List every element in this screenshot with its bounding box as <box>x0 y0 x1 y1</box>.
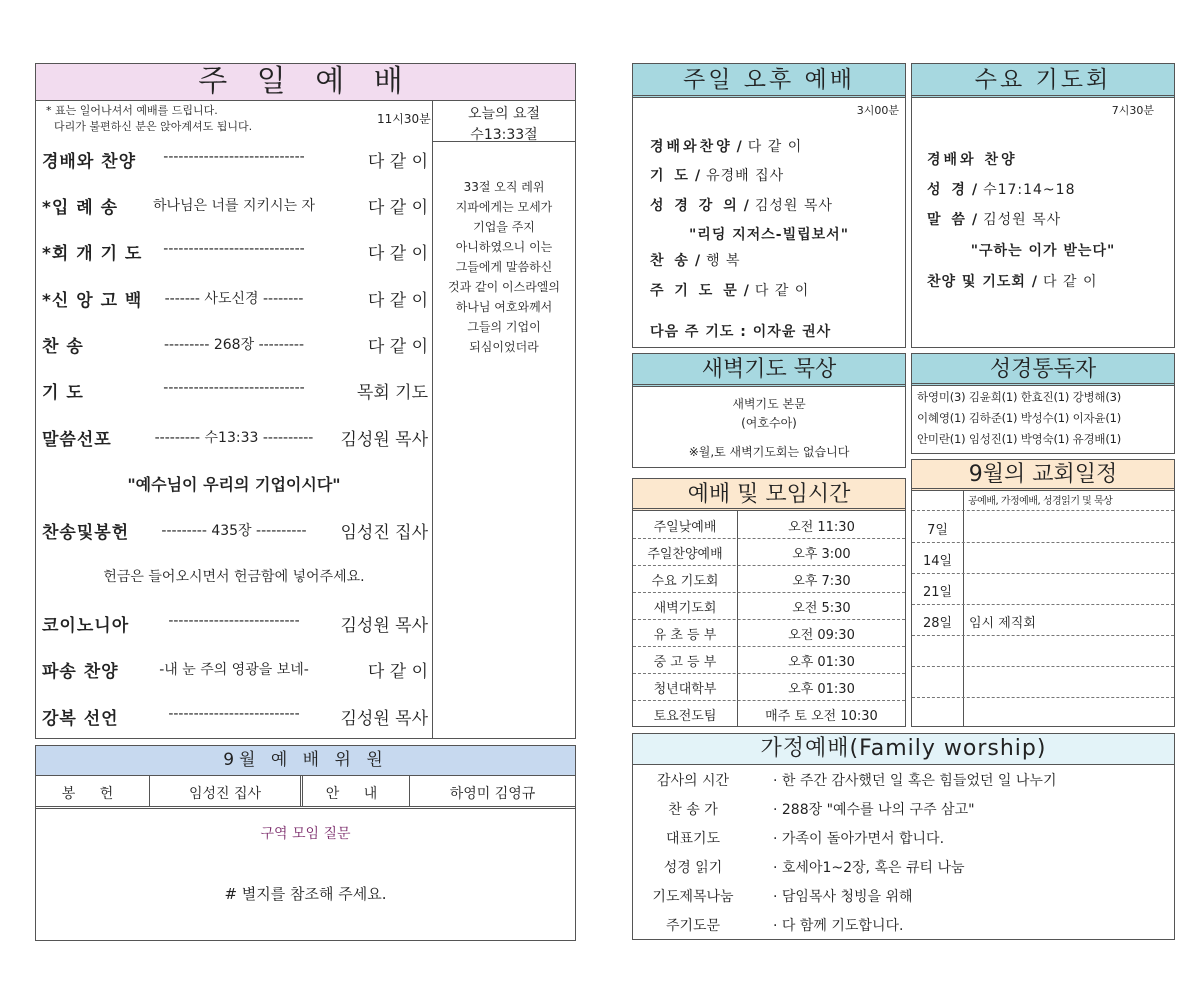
wednesday-time: 7시30분 <box>1111 104 1154 117</box>
order-label: *입 례 송 <box>42 198 118 218</box>
verse-line: 지파에게는 모세가 <box>455 200 553 214</box>
verse-line: 것과 같이 이스라엘의 <box>448 280 560 294</box>
schedule-day: 21일 <box>922 585 953 600</box>
order-detail: --------- 435장 ---------- <box>161 523 307 539</box>
line-value: 다 같 이 <box>754 283 810 299</box>
meeting-name: 토요전도팀 <box>653 709 717 724</box>
usher-names: 하영미 김영규 <box>449 786 536 802</box>
line-separator: / <box>694 253 701 269</box>
afternoon-time: 3시00분 <box>856 104 899 117</box>
line-separator: / <box>971 182 978 198</box>
family-value: · 가족이 돌아가면서 합니다. <box>773 831 945 847</box>
meeting-name: 청년대학부 <box>653 682 717 697</box>
wednesday-line <box>927 271 1098 291</box>
row-divider <box>633 646 905 647</box>
line-separator: / <box>694 168 701 184</box>
order-detail: ------- 사도신경 -------- <box>164 291 304 307</box>
row-divider <box>912 635 1174 636</box>
line-label: 말 씀 <box>927 212 968 228</box>
schedule-divider <box>963 491 964 726</box>
line-label: 성 경 <box>927 182 968 198</box>
order-label: *신 앙 고 백 <box>42 291 143 311</box>
meeting-time: 오후 3:00 <box>792 547 851 562</box>
dawn-prayer-box <box>632 353 906 468</box>
order-detail: ---------------------------- <box>163 380 305 396</box>
verse-line: 하나님 여호와께서 <box>455 300 553 314</box>
meeting-time: 오전 09:30 <box>788 628 855 643</box>
bible-readers-box <box>911 353 1175 454</box>
line-label: 경배와 찬양 <box>927 152 1018 168</box>
schedule-event: 임시 제직회 <box>969 616 1036 631</box>
line-value: 유경배 집사 <box>706 168 785 184</box>
meeting-name: 중 고 등 부 <box>653 655 717 670</box>
row-divider <box>633 673 905 674</box>
order-leader: 김성원 목사 <box>340 430 428 450</box>
meeting-times-box <box>632 478 906 727</box>
dawn-line-3: ※월,토 새벽기도회는 없습니다 <box>688 445 850 459</box>
afternoon-subtitle: "리딩 지저스-빌립보서" <box>689 227 849 243</box>
meeting-name: 새벽기도회 <box>653 601 717 616</box>
line-separator: / <box>971 212 978 228</box>
dawn-line-2: (여호수아) <box>741 416 797 430</box>
verse-line: 기업을 주지 <box>473 220 535 234</box>
order-leader: 다 같 이 <box>367 152 428 172</box>
church-schedule-title: 9월의 교회일정 <box>912 460 1174 491</box>
row-divider <box>912 573 1174 574</box>
line-separator: / <box>743 283 749 299</box>
line-separator: / <box>736 139 742 155</box>
next-prayer: 다음 주 기도 : 이자윤 권사 <box>650 324 832 340</box>
sermon-title: "예수님이 우리의 기업이시다" <box>127 475 341 494</box>
order-leader: 다 같 이 <box>367 198 428 218</box>
family-label: 찬 송 가 <box>668 802 718 818</box>
line-separator: / <box>743 198 749 214</box>
line-value: 김성원 목사 <box>754 198 833 214</box>
verse-title-divider <box>433 141 575 142</box>
dawn-prayer-title: 새벽기도 묵상 <box>633 354 905 387</box>
wednesday-box <box>911 63 1175 348</box>
family-label: 주기도문 <box>665 918 721 934</box>
afternoon-worship-title: 주일 오후 예배 <box>633 64 905 98</box>
staff-row <box>36 776 575 809</box>
family-value: · 호세아1~2장, 혹은 큐티 나눔 <box>773 860 965 876</box>
order-leader: 김성원 목사 <box>340 709 428 729</box>
row-divider <box>912 697 1174 698</box>
staff-divider-2 <box>300 776 303 806</box>
offering-label: 봉 헌 <box>61 786 124 802</box>
order-label: 찬송및봉헌 <box>42 523 130 543</box>
wednesday-line <box>927 149 1018 169</box>
row-divider <box>912 666 1174 667</box>
line-label: 경배와찬양 <box>650 139 733 155</box>
family-value: · 다 함께 기도합니다. <box>773 918 904 934</box>
verse-line: 33절 오직 레위 <box>463 180 545 194</box>
reader-row: 안미란(1) 임성진(1) 박영숙(1) 유경배(1) <box>917 432 1122 446</box>
row-divider <box>633 592 905 593</box>
order-leader: 다 같 이 <box>367 337 428 357</box>
family-label: 감사의 시간 <box>656 773 730 789</box>
meeting-time: 매주 토 오전 10:30 <box>765 709 878 724</box>
reader-row: 하영미(3) 김윤희(1) 한효진(1) 강병해(3) <box>917 390 1122 404</box>
dawn-line-1: 새벽기도 본문 <box>732 397 806 411</box>
today-verse-text <box>433 177 575 357</box>
reader-row: 이혜영(1) 김하준(1) 박성수(1) 이자윤(1) <box>917 411 1122 425</box>
order-leader: 김성원 목사 <box>340 616 428 636</box>
order-label: 강복 선언 <box>42 709 119 729</box>
schedule-day: 14일 <box>922 554 953 569</box>
order-detail: ---------------------------- <box>163 149 305 165</box>
meeting-name: 유 초 등 부 <box>653 628 717 643</box>
schedule-day: 28일 <box>922 616 953 631</box>
meeting-time: 오후 01:30 <box>788 655 855 670</box>
meeting-time: 오전 5:30 <box>792 601 851 616</box>
offering-note: 헌금은 들어오시면서 헌금함에 넣어주세요. <box>103 569 365 585</box>
afternoon-line <box>650 280 809 300</box>
family-value: · 한 주간 감사했던 일 혹은 힘들었던 일 나누기 <box>773 773 1057 789</box>
order-label: 말씀선포 <box>42 430 112 450</box>
family-label: 기도제목나눔 <box>652 889 734 905</box>
today-verse-title-1: 오늘의 요절 <box>467 106 541 122</box>
order-detail: ---------------------------- <box>163 241 305 257</box>
order-leader: 목회 기도 <box>356 383 428 403</box>
line-label: 기 도 <box>650 168 691 184</box>
usher-label: 안 내 <box>325 786 388 802</box>
order-label: *회 개 기 도 <box>42 244 143 264</box>
order-label: 찬 송 <box>42 337 84 357</box>
line-label: 찬 송 <box>650 253 691 269</box>
verse-line: 되심이었더라 <box>469 340 539 354</box>
main-worship-time: 11시30분 <box>377 112 431 126</box>
meeting-time: 오후 01:30 <box>788 682 855 697</box>
afternoon-line <box>650 250 741 270</box>
order-detail: -------------------------- <box>168 706 300 722</box>
church-schedule-box <box>911 459 1175 727</box>
schedule-day: 7일 <box>927 523 948 538</box>
family-label: 대표기도 <box>665 831 721 847</box>
afternoon-line <box>650 136 802 156</box>
main-worship-title: 주 일 예 배 <box>36 64 575 101</box>
meeting-time: 오후 7:30 <box>792 574 851 589</box>
meeting-time: 오전 11:30 <box>788 520 855 535</box>
row-divider <box>633 538 905 539</box>
order-detail: --------- 268장 --------- <box>163 337 305 353</box>
verse-line: 아니하였으니 이는 <box>455 240 553 254</box>
afternoon-worship-box <box>632 63 906 348</box>
afternoon-line <box>650 165 784 185</box>
schedule-header: 공예배, 가정예배, 성경읽기 및 묵상 <box>968 496 1113 507</box>
offering-name: 임성진 집사 <box>188 786 262 802</box>
order-label: 파송 찬양 <box>42 662 119 682</box>
order-label: 기 도 <box>42 383 84 403</box>
family-value: · 288장 "예수를 나의 구주 삼고" <box>773 802 975 818</box>
order-detail: --------- 수13:33 ---------- <box>154 430 314 446</box>
line-value: 다 같 이 <box>1043 274 1098 290</box>
row-divider <box>912 542 1174 543</box>
main-worship-note-1: * 표는 일어나셔서 예배를 드립니다. <box>46 104 218 117</box>
today-verse-panel <box>433 101 575 354</box>
staff-box <box>35 745 576 941</box>
family-worship-box <box>632 733 1175 940</box>
order-label: 코이노니아 <box>42 616 130 636</box>
line-label: 성 경 강 의 <box>650 198 740 214</box>
order-leader: 임성진 집사 <box>340 523 428 543</box>
wednesday-subtitle: "구하는 이가 받는다" <box>970 243 1116 259</box>
order-leader: 다 같 이 <box>367 244 428 264</box>
line-value: 다 같 이 <box>747 139 803 155</box>
group-question-note: # 별지를 참조해 주세요. <box>224 885 387 903</box>
order-detail: -------------------------- <box>168 613 300 629</box>
row-divider <box>912 604 1174 605</box>
line-label: 주 기 도 문 <box>650 283 740 299</box>
group-question-title: 구역 모임 질문 <box>260 826 351 842</box>
wednesday-line <box>927 209 1061 229</box>
today-verse-title-2: 수13:33절 <box>470 127 538 143</box>
order-detail: -내 눈 주의 영광을 보네- <box>159 662 309 678</box>
afternoon-line <box>650 195 833 215</box>
verse-line: 그들에게 말씀하신 <box>455 260 553 274</box>
bible-readers-title: 성경통독자 <box>912 354 1174 386</box>
meeting-times-title: 예배 및 모임시간 <box>633 479 905 511</box>
meeting-name: 주일낮예배 <box>653 520 717 535</box>
line-value: 수17:14~18 <box>983 182 1076 198</box>
row-divider <box>633 619 905 620</box>
main-worship-note-2: 다리가 불편하신 분은 앉아계셔도 됩니다. <box>54 120 253 133</box>
wednesday-line <box>927 179 1075 199</box>
main-worship-box <box>35 63 576 739</box>
staff-title: 9월 예 배 위 원 <box>36 746 575 776</box>
line-label: 찬양 및 기도회 <box>927 274 1026 290</box>
order-detail: 하나님은 너를 지키시는 자 <box>152 198 316 214</box>
line-value: 김성원 목사 <box>983 212 1062 228</box>
meeting-name: 수요 기도회 <box>651 574 719 589</box>
meeting-name: 주일찬양예배 <box>647 547 723 562</box>
family-value: · 담임목사 청빙을 위해 <box>773 889 913 905</box>
order-leader: 다 같 이 <box>367 662 428 682</box>
row-divider <box>633 565 905 566</box>
order-label: 경배와 찬양 <box>42 152 137 172</box>
line-value: 행 복 <box>706 253 741 269</box>
family-label: 성경 읽기 <box>663 860 723 876</box>
line-separator: / <box>1031 274 1038 290</box>
verse-line: 그들의 기업이 <box>467 320 541 334</box>
family-worship-title: 가정예배(Family worship) <box>633 734 1174 765</box>
wednesday-title: 수요 기도회 <box>912 64 1174 98</box>
order-leader: 다 같 이 <box>367 291 428 311</box>
row-divider <box>912 510 1174 511</box>
row-divider <box>633 700 905 701</box>
